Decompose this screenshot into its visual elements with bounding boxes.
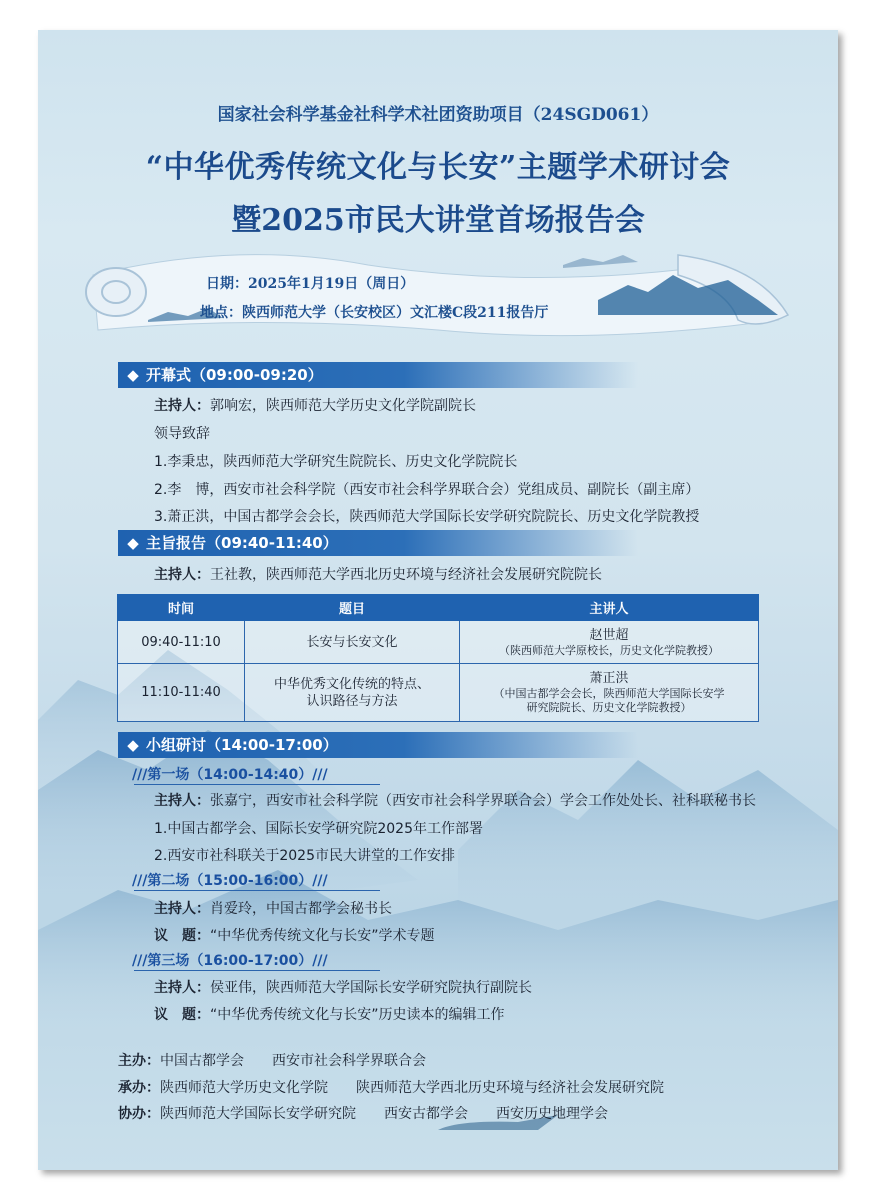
section-group: [118, 732, 638, 758]
section-opening: [118, 362, 638, 388]
session-3-host: 主持人：侯亚伟，陕西师范大学国际长安学研究院执行副院长: [154, 980, 532, 996]
diamond-icon: ◆: [127, 534, 139, 552]
session-1-underline: [134, 784, 380, 785]
event-date: 日期：2025年1月19日（周日）: [206, 276, 415, 292]
title-line-1: “中华优秀传统文化与长安”主题学术研讨会: [145, 150, 731, 185]
session-2-topic: 议 题：“中华优秀传统文化与长安”学术专题: [154, 928, 435, 944]
section-keynote: [118, 530, 638, 556]
row-topic: 中华优秀文化传统的特点、 认识路径与方法: [245, 664, 460, 722]
table-row: [118, 621, 759, 664]
session-2-host: 主持人：肖爱玲，中国古都学会秘书长: [154, 901, 392, 917]
speaker-2: 2.李 博，西安市社会科学院（西安市社会科学界联合会）党组成员、副院长（副主席）: [154, 482, 700, 498]
session-1-host: 主持人：张嘉宁，西安市社会科学院（西安市社会科学界联合会）学会工作处处长、社科联秘书长: [154, 793, 756, 809]
speaker-3: 3.萧正洪，中国古都学会会长，陕西师范大学国际长安学研究院院长、历史文化学院教授: [154, 509, 700, 525]
organizer-assist: 协办：陕西师范大学国际长安学研究院 西安古都学会 西安历史地理学会: [118, 1106, 608, 1122]
row-speaker: 赵世超 （陕西师范大学原校长，历史文化学院教授）: [460, 621, 759, 664]
header-speaker: 主讲人: [460, 595, 759, 621]
table-header-row: [118, 595, 759, 621]
keynote-schedule-table: [117, 594, 759, 722]
speaker-1: 1.李秉忠，陕西师范大学研究生院院长、历史文化学院院长: [154, 454, 518, 470]
header-topic: 题目: [245, 595, 460, 621]
keynote-host: 主持人：王社教，陕西师范大学西北历史环境与经济社会发展研究院院长: [154, 567, 602, 583]
poster: [38, 30, 838, 1170]
opening-host: 主持人：郭响宏，陕西师范大学历史文化学院副院长: [154, 398, 476, 414]
session-1-item-1: 1.中国古都学会、国际长安学研究院2025年工作部署: [154, 821, 483, 837]
diamond-icon: ◆: [127, 366, 139, 384]
table-row: [118, 664, 759, 722]
diamond-icon: ◆: [127, 736, 139, 754]
row-time: 09:40-11:10: [118, 621, 245, 664]
section-opening-title: 开幕式（09:00-09:20）: [146, 366, 323, 384]
section-group-title: 小组研讨（14:00-17:00）: [146, 736, 338, 754]
session-2-title: ///第二场（15:00-16:00）///: [132, 873, 328, 889]
row-time: 11:10-11:40: [118, 664, 245, 722]
event-venue: 地点：陕西师范大学（长安校区）文汇楼C段211报告厅: [200, 305, 549, 321]
session-1-item-2: 2.西安市社科联关于2025市民大讲堂的工作安排: [154, 848, 455, 864]
session-3-topic: 议 题：“中华优秀传统文化与长安”历史读本的编辑工作: [154, 1007, 505, 1023]
session-3-title: ///第三场（16:00-17:00）///: [132, 953, 328, 969]
session-3-underline: [134, 970, 380, 971]
project-line: 国家社会科学基金社科学术社团资助项目（24SGD061）: [217, 105, 659, 125]
organizer-host: 主办：中国古都学会 西安市社会科学界联合会: [118, 1053, 426, 1069]
row-speaker: 萧正洪 （中国古都学会会长，陕西师范大学国际长安学 研究院院长、历史文化学院教授）: [460, 664, 759, 722]
organizer-undertake: 承办：陕西师范大学历史文化学院 陕西师范大学西北历史环境与经济社会发展研究院: [118, 1080, 664, 1096]
session-1-title: ///第一场（14:00-14:40）///: [132, 767, 328, 783]
row-topic: 长安与长安文化: [245, 621, 460, 664]
speech-title: 领导致辞: [154, 426, 210, 442]
header-time: 时间: [118, 595, 245, 621]
section-keynote-title: 主旨报告（09:40-11:40）: [146, 534, 338, 552]
session-2-underline: [134, 890, 380, 891]
title-line-2: 暨2025市民大讲堂首场报告会: [231, 203, 645, 238]
